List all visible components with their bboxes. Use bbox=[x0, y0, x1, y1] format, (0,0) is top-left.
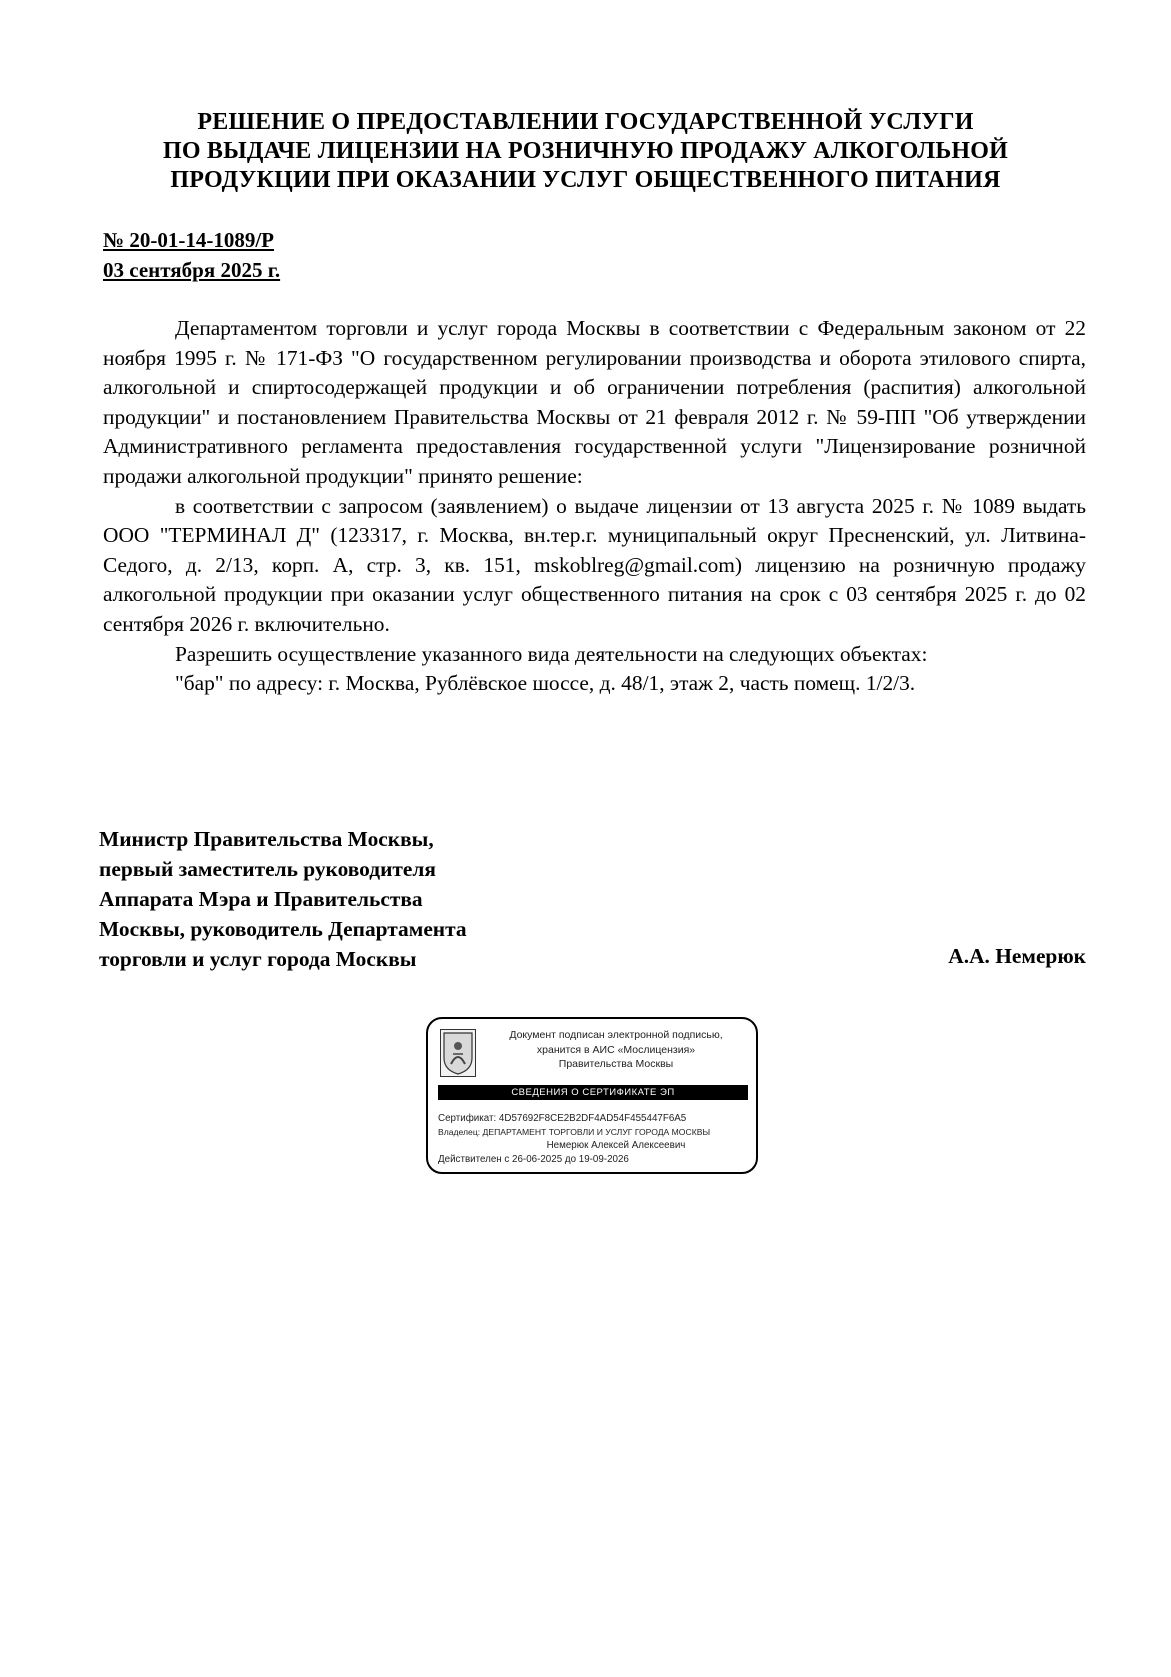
document-date: 03 сентября 2025 г. bbox=[103, 258, 281, 282]
stamp-owner-name: Немерюк Алексей Алексеевич bbox=[546, 1140, 686, 1151]
stamp-certificate: Сертификат: 4D57692F8CE2B2DF4AD54F455447F6A5 bbox=[438, 1113, 687, 1124]
document-number-block bbox=[103, 225, 280, 285]
body-line-address: "бар" по адресу: г. Москва, Рублёвское шоссе, д. 48/1, этаж 2, часть помещ. 1/2/3. bbox=[175, 671, 916, 696]
document-title bbox=[0, 108, 1171, 195]
title-line-1: РЕШЕНИЕ О ПРЕДОСТАВЛЕНИИ ГОСУДАРСТВЕННОЙ УСЛУГИ bbox=[197, 109, 974, 135]
title-line-2: ПО ВЫДАЧЕ ЛИЦЕНЗИИ НА РОЗНИЧНУЮ ПРОДАЖУ АЛКОГОЛЬНОЙ bbox=[162, 138, 1009, 164]
stamp-header bbox=[480, 1028, 752, 1072]
body-line-permission: Разрешить осуществление указанного вида деятельности на следующих объектах: bbox=[175, 641, 928, 666]
position-line-2: первый заместитель руководителя bbox=[99, 857, 436, 881]
stamp-certificate-info bbox=[438, 1112, 754, 1166]
body-paragraph-2: в соответствии с запросом (заявлением) о выдаче лицензии от 13 августа 2025 г. № 1089 выдать ООО "ТЕРМИНАЛ Д" (123317, г. Москва, вн.тер.г. муниципальный округ Пресненский, ул. Литвина-Седого, д. 2/13, корп. А, стр. 3, кв. 151, mskoblreg@gmail.com) лицензию на розничную продажу алкогольной продукции при оказании услуг общественного питания на срок с 03 сентября 2025 г. до 02 сентября 2026 г. включительно. bbox=[103, 493, 1086, 636]
signatory-name: А.А. Немерюк bbox=[948, 944, 1086, 968]
stamp-header-line-1: Документ подписан электронной подписью, bbox=[509, 1029, 723, 1041]
stamp-header-line-2: хранится в АИС «Мослицензия» bbox=[536, 1043, 696, 1056]
body-paragraph-1: Департаментом торговли и услуг города Москвы в соответствии с Федеральным законом от 22 ноября 1995 г. № 171-ФЗ "О государственном регулировании производства и оборота этилового спирта, алкогольной и спиртосодержащей продукции и об ограничении потребления (распития) алкогольной продукции" и постановлением Правительства Москвы от 21 февраля 2012 г. № 59-ПП "Об утверждении Административного регламента предоставления государственной услуги "Лицензирование розничной продажи алкогольной продукции" принято решение: bbox=[103, 316, 1086, 488]
document-body bbox=[103, 314, 1086, 699]
position-line-1: Министр Правительства Москвы, bbox=[99, 827, 434, 851]
title-line-3: ПРОДУКЦИИ ПРИ ОКАЗАНИИ УСЛУГ ОБЩЕСТВЕННОГО ПИТАНИЯ bbox=[170, 167, 1001, 193]
stamp-valid: Действителен с 26-06-2025 до 19-09-2026 bbox=[438, 1153, 629, 1165]
stamp-owner: Владелец: ДЕПАРТАМЕНТ ТОРГОВЛИ И УСЛУГ ГОРОДА МОСКВЫ bbox=[438, 1126, 711, 1137]
position-line-3: Аппарата Мэра и Правительства bbox=[99, 887, 423, 911]
document-number: № 20-01-14-1089/Р bbox=[103, 228, 274, 252]
signatory-position bbox=[99, 824, 467, 974]
position-line-4: Москвы, руководитель Департамента bbox=[99, 917, 467, 941]
stamp-certificate-bar: СВЕДЕНИЯ О СЕРТИФИКАТЕ ЭП bbox=[438, 1085, 748, 1100]
moscow-coat-of-arms-icon bbox=[440, 1029, 476, 1077]
position-line-5: торговли и услуг города Москвы bbox=[99, 947, 417, 971]
electronic-signature-stamp bbox=[426, 1017, 758, 1174]
stamp-header-line-3: Правительства Москвы bbox=[558, 1058, 674, 1070]
